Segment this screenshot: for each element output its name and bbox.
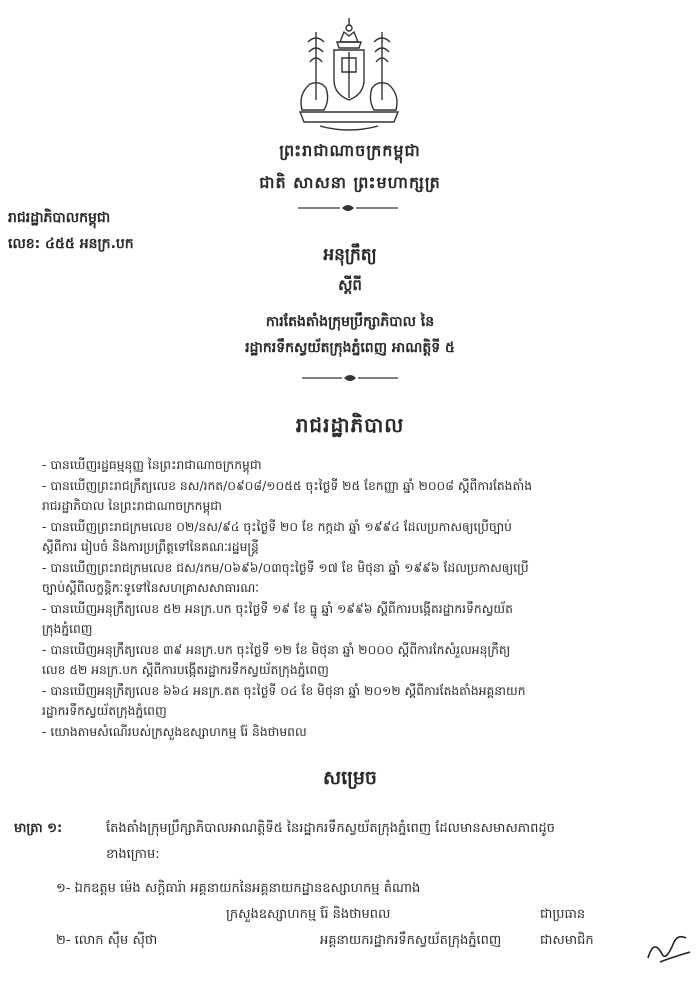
member-1-line-1: ១- ឯកឧត្តម ម៉េង សក្តិធារ៉ា អគ្គនាយកនៃអគ្គនាយកដ្ឋានឧស្សាហកម្ម តំណាង [56, 881, 421, 896]
member-1-role: ជាប្រធាន [540, 907, 586, 922]
national-motto: ជាតិ សាសនា ព្រះមហាក្សត្រ [259, 173, 441, 192]
member-2-name: ២- លោក ស៊ឹម ស៊ីថា [56, 933, 158, 948]
about-label: ស្តីពី [338, 276, 362, 294]
authority-heading: រាជរដ្ឋាភិបាល [295, 413, 405, 437]
recital-line: - បានឃើញអនុក្រឹត្យលេខ ៦៦៤ អនក្រ.តត ចុះថ្ងៃទី ០៤ ខែ មិថុនា ឆ្នាំ ២០១២ ស្តីពីការតែងតាំងអគ្គនាយក [42, 683, 526, 698]
ornament-divider [300, 371, 400, 385]
recital-line: - បានឃើញអនុក្រឹត្យលេខ ៥២ អនក្រ.បក ចុះថ្ងៃទី ១៩ ខែ ធ្នូ ឆ្នាំ ១៩៩៦ ស្តីពីការបង្កើតរដ្ឋាករទឹកស្វយ័ត [42, 601, 513, 616]
member-2-position: អគ្គនាយករដ្ឋាករទឹកស្វយ័តក្រុងភ្នំពេញ [320, 933, 502, 948]
recital-line: លេខ ៥២ អនក្រ.បក ស្តីពីការបង្កើតរដ្ឋាករទឹកស្វយ័តក្រុងភ្នំពេញ [42, 663, 329, 677]
member-1-line-2: ក្រសួងឧស្សាហកម្ម រ៉ែ និងថាមពល [226, 907, 391, 922]
article-1 [14, 816, 684, 868]
recital-line: - បានឃើញរដ្ឋធម្មនុញ្ញ នៃព្រះរាជាណាចក្រកម្ពុជា [42, 458, 262, 472]
recitals-list [42, 455, 672, 742]
kingdom-name: ព្រះរាជាណាចក្រកម្ពុជា [279, 141, 421, 160]
subject-line-2: រដ្ឋាករទឹកស្វយ័តក្រុងភ្នំពេញ អាណត្តិទី ៥ [245, 340, 455, 356]
subject-line-1: ការតែងតាំងក្រុមប្រឹក្សាភិបាល នៃ [265, 314, 435, 330]
member-2-role: ជាសមាជិក [540, 933, 594, 948]
recital-line: រាជរដ្ឋាភិបាល នៃព្រះរាជាណាចក្រកម្ពុជា [42, 499, 222, 513]
royal-coat-of-arms-icon [290, 14, 408, 134]
recital-line: - យោងតាមសំណើរបស់ក្រសួងឧស្សាហកម្ម រ៉ែ និងថាមពល [42, 724, 307, 739]
recital-line: រដ្ឋាករទឹកស្វយ័តក្រុងភ្នំពេញ [42, 704, 167, 718]
ornament-divider [296, 201, 400, 215]
recital-line: ស្តីពីការ រៀបចំ និងការប្រព្រឹត្តទៅនៃគណៈរដ្ឋមន្ត្រី [42, 540, 259, 554]
article-text-line-1: តែងតាំងក្រុមប្រឹក្សាភិបាលអាណត្តិទី៥ នៃរដ្ឋាករទឹកស្វយ័តក្រុងភ្នំពេញ ដែលមានសមាសភាពដូច [106, 821, 555, 836]
signature-mark [640, 928, 696, 968]
article-label: មាត្រា ១: [14, 821, 63, 836]
recital-line: ច្បាប់ស្តីពីលក្ខន្តិកៈទូទៅនៃសហគ្រាសសាធារណៈ [42, 581, 259, 595]
recital-line: - បានឃើញព្រះរាជក្រមលេខ ០២/នស/៩៤ ចុះថ្ងៃទី ២០ ខែ កក្កដា ឆ្នាំ ១៩៩៤ ដែលប្រកាសឲ្យប្រើច្បាប់ [42, 519, 512, 534]
recital-line: - បានឃើញព្រះរាជក្រឹត្យលេខ នស/រកត/០៩០៨/១០៥៥ ចុះថ្ងៃទី ២៥ ខែកញ្ញា ឆ្នាំ ២០០៨ ស្តីពីការតែងតាំង [42, 478, 532, 493]
decision-heading: សម្រេច [323, 767, 377, 789]
recital-line: - បានឃើញព្រះរាជក្រមលេខ ជស/រកម/០៦៩៦/០៣ចុះថ្ងៃទី ១៧ ខែ មិថុនា ឆ្នាំ ១៩៩៦ ដែលប្រកាសឲ្យប្រើ [42, 560, 529, 575]
article-text-line-2: ខាងក្រោម: [106, 847, 160, 862]
recital-line: ក្រុងភ្នំពេញ [42, 622, 93, 636]
decree-number: លេខ: ៤៥៥ អនក្រ.បក [8, 236, 134, 252]
recital-line: - បានឃើញអនុក្រឹត្យលេខ ៣៩ អនក្រ.បក ចុះថ្ងៃទី ១២ ខែ មិថុនា ឆ្នាំ ២០០០ ស្តីពីការកែសំរួលអនុក្រឹត្យ [42, 642, 511, 657]
issuing-government: រាជរដ្ឋាភិបាលកម្ពុជា [8, 210, 111, 226]
document-type: អនុក្រឹត្យ [323, 245, 377, 265]
